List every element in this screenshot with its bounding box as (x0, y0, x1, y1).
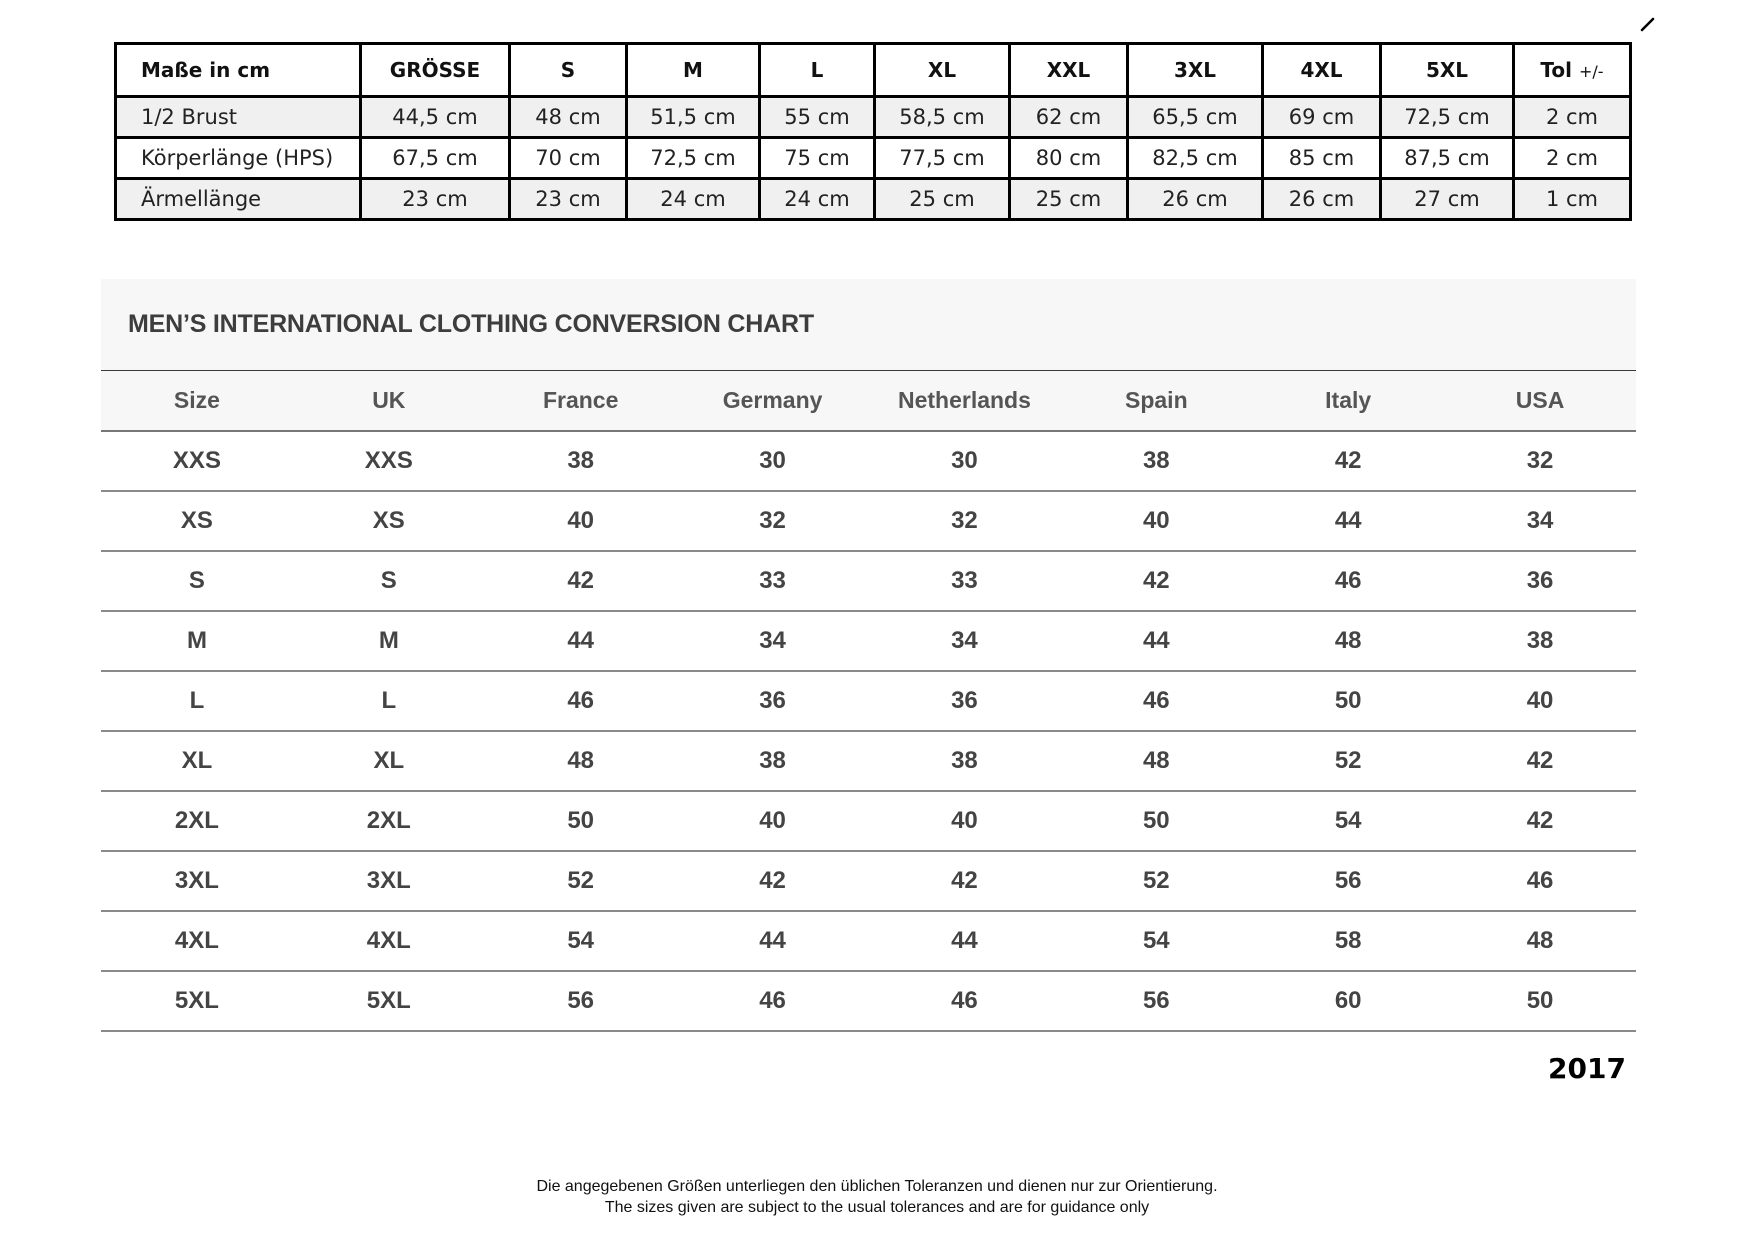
table-cell: 4XL (101, 911, 293, 971)
table-cell: 51,5 cm (627, 97, 760, 138)
table-cell: 42 (485, 551, 677, 611)
table-cell: 55 cm (760, 97, 875, 138)
table-row (101, 791, 1636, 851)
table-row (116, 179, 1631, 220)
row-label: 1/2 Brust (116, 97, 361, 138)
measurement-table (114, 42, 1632, 221)
header-tolerance (1514, 44, 1631, 97)
table-row (101, 491, 1636, 551)
table-cell: 48 (1060, 731, 1252, 791)
table-cell: 80 cm (1010, 138, 1128, 179)
table-row (101, 671, 1636, 731)
table-cell: 40 (869, 791, 1061, 851)
table-cell: XXS (293, 431, 485, 491)
table-cell: 46 (1444, 851, 1636, 911)
table-cell: 34 (677, 611, 869, 671)
table-cell: 62 cm (1010, 97, 1128, 138)
table-cell: 50 (1060, 791, 1252, 851)
table-cell: 58,5 cm (875, 97, 1010, 138)
table-cell: 58 (1252, 911, 1444, 971)
table-cell: 46 (869, 971, 1061, 1031)
table-cell: S (101, 551, 293, 611)
table-cell: 56 (1060, 971, 1252, 1031)
table-cell: 50 (1444, 971, 1636, 1031)
table-cell: 2 cm (1514, 138, 1631, 179)
table-cell: 48 cm (510, 97, 627, 138)
table-cell: 56 (1252, 851, 1444, 911)
header-m: M (627, 44, 760, 97)
table-cell: 52 (1252, 731, 1444, 791)
table-cell: 26 cm (1128, 179, 1263, 220)
table-cell: 30 (869, 431, 1061, 491)
table-cell: 48 (485, 731, 677, 791)
table-cell: 5XL (293, 971, 485, 1031)
header-5xl: 5XL (1381, 44, 1514, 97)
table-cell: 52 (1060, 851, 1252, 911)
table-cell: 36 (869, 671, 1061, 731)
table-cell: 33 (869, 551, 1061, 611)
table-cell: 60 (1252, 971, 1444, 1031)
table-cell: 54 (1060, 911, 1252, 971)
table-row (116, 138, 1631, 179)
tolerance-label: Tol (1540, 58, 1573, 82)
row-label: Körperlänge (HPS) (116, 138, 361, 179)
tolerance-suffix: +/- (1578, 62, 1604, 81)
table-cell: S (293, 551, 485, 611)
table-cell: 40 (485, 491, 677, 551)
conversion-table (101, 371, 1636, 1032)
table-cell: 23 cm (361, 179, 510, 220)
table-cell: 44 (869, 911, 1061, 971)
table-cell: XL (293, 731, 485, 791)
table-cell: 3XL (101, 851, 293, 911)
table-cell: 69 cm (1263, 97, 1381, 138)
table-cell: 44,5 cm (361, 97, 510, 138)
row-label: Ärmellänge (116, 179, 361, 220)
table-cell: 38 (677, 731, 869, 791)
table-cell: 87,5 cm (1381, 138, 1514, 179)
table-cell: 30 (677, 431, 869, 491)
year-label: 2017 (1548, 1052, 1626, 1085)
table-cell: 38 (1060, 431, 1252, 491)
table-cell: 52 (485, 851, 677, 911)
table-row (101, 431, 1636, 491)
table-cell: XS (101, 491, 293, 551)
table-cell: 42 (1060, 551, 1252, 611)
header-usa: USA (1444, 371, 1636, 431)
table-cell: 50 (1252, 671, 1444, 731)
table-cell: 36 (1444, 551, 1636, 611)
table-cell: XXS (101, 431, 293, 491)
table-cell: 54 (1252, 791, 1444, 851)
table-cell: 44 (677, 911, 869, 971)
table-cell: 44 (485, 611, 677, 671)
table-cell: 3XL (293, 851, 485, 911)
conversion-title: MEN’S INTERNATIONAL CLOTHING CONVERSION CHART (128, 310, 814, 338)
table-cell: 2XL (101, 791, 293, 851)
table-cell: 2XL (293, 791, 485, 851)
footer-line-english: The sizes given are subject to the usual tolerances and are for guidance only (604, 1199, 1150, 1216)
table-cell: 2 cm (1514, 97, 1631, 138)
table-cell: 42 (1444, 791, 1636, 851)
table-cell: 26 cm (1263, 179, 1381, 220)
table-cell: 27 cm (1381, 179, 1514, 220)
header-germany: Germany (677, 371, 869, 431)
table-cell: 32 (677, 491, 869, 551)
table-cell: L (101, 671, 293, 731)
conversion-body (101, 431, 1636, 1031)
table-cell: 50 (485, 791, 677, 851)
table-cell: 23 cm (510, 179, 627, 220)
table-cell: 65,5 cm (1128, 97, 1263, 138)
header-netherlands: Netherlands (869, 371, 1061, 431)
table-cell: 25 cm (875, 179, 1010, 220)
header-size: GRÖSSE (361, 44, 510, 97)
measurement-header-row (116, 44, 1631, 97)
table-cell: 82,5 cm (1128, 138, 1263, 179)
table-cell: 42 (869, 851, 1061, 911)
table-row (101, 851, 1636, 911)
table-cell: 42 (1252, 431, 1444, 491)
table-cell: 44 (1060, 611, 1252, 671)
table-cell: 40 (677, 791, 869, 851)
table-cell: 46 (677, 971, 869, 1031)
table-cell: 38 (485, 431, 677, 491)
table-cell: 4XL (293, 911, 485, 971)
table-row (101, 611, 1636, 671)
table-cell: 54 (485, 911, 677, 971)
table-cell: 42 (677, 851, 869, 911)
table-cell: XL (101, 731, 293, 791)
table-cell: 38 (1444, 611, 1636, 671)
table-cell: 72,5 cm (1381, 97, 1514, 138)
header-spain: Spain (1060, 371, 1252, 431)
table-cell: 34 (1444, 491, 1636, 551)
table-cell: 77,5 cm (875, 138, 1010, 179)
footer-note (0, 1176, 1754, 1218)
table-row (116, 97, 1631, 138)
table-cell: 42 (1444, 731, 1636, 791)
table-cell: 46 (1252, 551, 1444, 611)
header-s: S (510, 44, 627, 97)
table-cell: 40 (1444, 671, 1636, 731)
table-cell: 48 (1444, 911, 1636, 971)
table-row (101, 731, 1636, 791)
table-cell: 72,5 cm (627, 138, 760, 179)
header-italy: Italy (1252, 371, 1444, 431)
table-cell: 56 (485, 971, 677, 1031)
table-cell: 70 cm (510, 138, 627, 179)
header-size: Size (101, 371, 293, 431)
table-cell: 24 cm (627, 179, 760, 220)
table-cell: L (293, 671, 485, 731)
table-cell: 67,5 cm (361, 138, 510, 179)
table-cell: XS (293, 491, 485, 551)
table-cell: 48 (1252, 611, 1444, 671)
table-cell: M (293, 611, 485, 671)
header-l: L (760, 44, 875, 97)
table-cell: 25 cm (1010, 179, 1128, 220)
table-row (101, 551, 1636, 611)
table-cell: 38 (869, 731, 1061, 791)
conversion-title-bar (101, 279, 1636, 371)
table-cell: 44 (1252, 491, 1444, 551)
table-cell: 36 (677, 671, 869, 731)
table-cell: 40 (1060, 491, 1252, 551)
header-3xl: 3XL (1128, 44, 1263, 97)
table-cell: 33 (677, 551, 869, 611)
table-cell: 1 cm (1514, 179, 1631, 220)
table-row (101, 911, 1636, 971)
header-uk: UK (293, 371, 485, 431)
table-cell: 5XL (101, 971, 293, 1031)
footer-line-german: Die angegebenen Größen unterliegen den üblichen Toleranzen und dienen nur zur Orientierung. (536, 1178, 1218, 1195)
header-xxl: XXL (1010, 44, 1128, 97)
header-france: France (485, 371, 677, 431)
table-cell: 32 (869, 491, 1061, 551)
table-cell: 46 (485, 671, 677, 731)
table-cell: 46 (1060, 671, 1252, 731)
table-cell: M (101, 611, 293, 671)
header-xl: XL (875, 44, 1010, 97)
header-4xl: 4XL (1263, 44, 1381, 97)
table-cell: 24 cm (760, 179, 875, 220)
pen-mark-icon (1640, 16, 1656, 32)
table-cell: 32 (1444, 431, 1636, 491)
header-units: Maße in cm (116, 44, 361, 97)
conversion-chart (101, 279, 1636, 1032)
table-row (101, 971, 1636, 1031)
table-cell: 85 cm (1263, 138, 1381, 179)
conversion-header-row (101, 371, 1636, 431)
table-cell: 75 cm (760, 138, 875, 179)
table-cell: 34 (869, 611, 1061, 671)
